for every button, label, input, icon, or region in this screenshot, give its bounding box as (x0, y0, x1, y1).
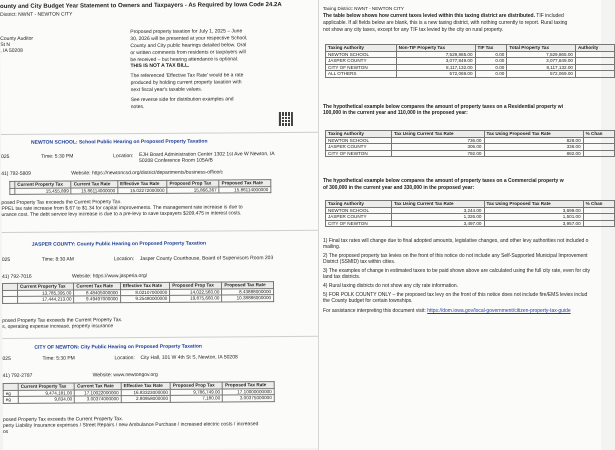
table-row: 17,444,213.00 9.49497000000 9.25480000000 19,875,660.00 10.38886000000 (3, 295, 274, 303)
county-website[interactable]: Website: https://www.jasperia.org/ (71, 272, 148, 280)
auditor-address-2: St N (0, 41, 11, 48)
school-date: 025 (1, 153, 10, 160)
reverse-note-2: notes. (130, 103, 145, 111)
distribution-intro-tail: TIF included (535, 13, 564, 19)
city-time: Time: 5:30 PM (42, 355, 75, 362)
school-exp-1: posed Property Tax exceeds the Current Property Tax. (1, 199, 122, 206)
table-row: ALL OTHERS 572,069.00 0.00 572,069.00 (326, 71, 615, 78)
table-row: CITY OF NEWTON 8,117,132.00 0.00 8,117,132.00 (326, 64, 615, 71)
notice-line-1: Proposed property taxation for July 1, 2025 – June (130, 28, 243, 36)
note-2a: 2) The proposed property tax levies on the front of this notice do not include any Self-Supported Municipal Improvement (323, 253, 588, 259)
note-5a: 5) FOR POLK COUNTY ONLY – the proposed tax levy on the front of this notice does not include fire/EMS levies includ (323, 292, 588, 298)
school-col-1: Current Property Tax (15, 181, 71, 188)
table-row: NEWTON SCHOOL 3,244.00 3,699.00 (326, 207, 615, 214)
table-row: eg 9,834.00 3.00374000000 2.80958000000 7,180.00 3.00375000000 (3, 395, 274, 403)
district-line: District: NWNT - NEWTON CITY (0, 11, 73, 18)
table-row: 13,785,395.00 8.48405000000 8.02107000000 14,022,560.00 8.43888000000 (3, 288, 274, 296)
note-1b: mailing. (323, 244, 341, 250)
note-4: 4) Rural taxing districts do not show any city rate information. (323, 283, 459, 289)
school-time: Time: 5:30 PM (41, 153, 74, 160)
school-col-4: Proposed Prop Tax (167, 180, 219, 187)
table-row: CITY OF NEWTON 792.00 882.00 (326, 150, 615, 157)
county-exp-1: posed Property Tax exceeds the Current Property Tax. (2, 317, 123, 324)
school-hearing-title: NEWTON SCHOOL: School Public Hearing on Proposed Property Taxation (30, 138, 208, 146)
county-tax-table: Current Property Tax Current Tax Rate Effective Tax Rate Proposed Prop Tax Proposed Tax Rate 13,785,395.00 8.48405000000 8.02107000000 14,022,560.00 8.43888000000 17,444,213.00 9.49497000000 9.25480000000 19,875,660.00 10.38886000000 (2, 281, 274, 303)
city-location-1: City Hall, 101 W 4th St S, Newton, IA 50208 (140, 354, 238, 362)
county-hearing-title: JASPER COUNTY: County Public Hearing on Proposed Property Taxation (31, 240, 207, 248)
note-5b: the County budget for certain townships. (323, 298, 413, 304)
commercial-table: Taxing Authority Tax Using Current Tax Rate Tax Using Proposed Tax Rate % Chan NEWTON SCHOOL 3,244.00 3,699.00 JASPER COUNTY 1,326.00 1,501.00 CITY OF NEWTON 3,497.00 3,957.00 (325, 200, 615, 227)
school-location-label: Location: (113, 153, 134, 160)
school-exp-3: urance cost. The debt service levy increase is due to a pre-levy to save taxpayers $209,475 in interest costs. (1, 210, 242, 218)
notice-line-2: 30, 2026 will be presented at your respective School, (130, 35, 248, 43)
city-tax-table: Current Property Tax Current Tax Rate Effective Tax Rate Proposed Prop Tax Proposed Tax Rate eg 9,474,181.00 17.10022000000 16.83323000000 9,786,749.00 17.10000000000 eg 9,834.00 3.00374000000 2.80958000000 7,180.00 3.00375000000 (3, 381, 275, 403)
table-row: JASPER COUNTY 3,077,849.00 0.00 3,077,849.00 (326, 58, 615, 65)
residential-table: Taxing Authority Tax Using Current Tax Rate Tax Using Proposed Tax Rate % Chan NEWTON SCHOOL 736.00 828.00 JASPER COUNTY 306.00 336.00 CITY OF NEWTON 792.00 882.00 (325, 130, 615, 157)
school-col-5: Proposed Tax Rate (219, 180, 271, 187)
effective-note-3: next fiscal year's taxable values. (130, 86, 203, 94)
city-exp-3: os (2, 428, 9, 435)
note-2b: District (SSMID) tax within cities. (323, 259, 396, 265)
note-3b: land tax districts. (323, 274, 361, 280)
note-1a: 1) Final tax rates will change due to final adopted amounts, legislative changes, and other levy authorities not included o (323, 238, 589, 244)
school-location-1: EJH Board Administration Center 1302 1st Ave W Newton, IA (139, 151, 275, 159)
county-date: 025 (1, 256, 11, 263)
city-hearing-title: CITY OF NEWTON: City Public Hearing on Proposed Property Taxation (34, 343, 202, 351)
city-date: 025 (2, 355, 11, 362)
residential-title-2: 100,000 in the current year and 110,000 in the proposed year: (323, 110, 468, 116)
commercial-title-2: of 300,000 in the current year and 330,000 in the proposed year: (323, 185, 475, 191)
taxing-district: Taxing District: NWNT - NEWTON CITY (323, 6, 404, 11)
table-row: NEWTON SCHOOL 736.00 828.00 (326, 137, 615, 144)
auditor-address-3: , IA 50208 (0, 47, 23, 54)
right-page (318, 0, 601, 450)
city-phone: 41) 792-2787 (2, 372, 33, 379)
school-col-2: Current Tax Rate (71, 181, 118, 188)
school-tax-table (9, 179, 271, 195)
distribution-intro-2: applicable. If all fields below are blank, this is a new taxing district, with nothing currently to report. Rural taxing (323, 20, 568, 26)
city-exp-1: posed Property Tax exceeds the Current Property Tax. (2, 416, 124, 423)
table-row: 15,455,899 15.86114000000 15.02272000000 15,866,367 15.86114000000 (10, 186, 271, 194)
table-row: JASPER COUNTY 1,326.00 1,501.00 (326, 214, 615, 221)
county-exp-2: s, operating expense increase, property insurance (2, 323, 114, 330)
note-3a: 3) The examples of change in estimated taxes to be paid shown above are calculated using the full city rate, even for city (323, 268, 591, 274)
county-time: Time: 8:30 AM (41, 256, 74, 263)
county-phone: 41) 792-7016 (1, 273, 32, 280)
school-exp-2: PPEL tax rate increase from $.67 to $1.34 for capital improvements. The management rate increase is due to (1, 204, 243, 212)
school-phone: 41) 792-5809 (1, 170, 31, 177)
distribution-intro-3: not show any city taxes, except for any TIF tax levied by the city on rural property. (323, 27, 504, 33)
notice-line-5: be received – but hearing attendance is optional. (130, 56, 239, 64)
distribution-table: Taxing Authority Non-TIF Property Tax TIF Tax Total Property Tax Authority NEWTON SCHOOL 7,529,865.00 0.00 7,529,865.00 JASPER COUNTY 3,077,849.00 0.00 3,077,849.00 CITY OF NEWTON 8,117,132.00 0.00 8,117,132.00 ALL OTHERS 572,069.00 0.00 572,069.00 (325, 44, 615, 78)
notice-line-4: or written comments from residents or taxpayers will (130, 49, 246, 57)
city-location-label: Location: (114, 355, 135, 362)
table-row: JASPER COUNTY 306.00 336.00 (326, 144, 615, 151)
commercial-title-1: The hypothetical example below compares the amount of property taxes on a Commercial property w (323, 178, 564, 184)
statement-title: ounty and City Budget Year Statement to Owners and Taxpayers - As Required by Iowa Code 24.2A (0, 2, 282, 10)
city-website[interactable]: Website: www.newtongov.org (92, 371, 158, 379)
reverse-note-1: See reverse side for distribution examples and (130, 96, 234, 104)
school-col-3: Effective Tax Rate (118, 180, 167, 187)
distribution-intro: The table below shows how current taxes levied within this taxing district are distributed. (323, 13, 535, 19)
city-exp-2: perty Liability Insurance expenses / Street Repairs / new Ambulance Purchase / increased electric costs / increased (2, 421, 259, 429)
effective-note-1: The referenced 'Effective Tax Rate' would be a rate (130, 72, 244, 80)
school-location-2: 50208 Conference Room 105A/B (139, 157, 213, 165)
table-row: CITY OF NEWTON 3,497.00 3,957.00 (326, 220, 615, 227)
county-location-label: Location: (113, 256, 135, 263)
notice-line-3: County and City public hearings detailed below. Oral (130, 42, 247, 50)
not-tax-bill: THIS IS NOT A TAX BILL. (130, 62, 190, 70)
effective-note-2: produced by holding current property taxation with (130, 79, 242, 87)
qr-code-icon (279, 112, 293, 126)
county-location-1: Jasper County Courthouse, Board of Supervisors Room 203 (139, 255, 274, 263)
assistance-link[interactable]: https://dom.iowa.gov/local-government/citizen-property-tax-guide (427, 308, 571, 314)
table-row: eg 9,474,181.00 17.10022000000 16.83323000000 9,786,749.00 17.10000000000 (3, 388, 274, 396)
auditor-address-1: County Auditor (0, 35, 34, 42)
table-row: NEWTON SCHOOL 7,529,865.00 0.00 7,529,865.00 (326, 51, 615, 58)
school-website[interactable]: Website: https://newtoncsd.org/district/departments/business-office/c (71, 169, 224, 177)
residential-title-1: The hypothetical example below compares the amount of property taxes on a Residential property wi (323, 104, 564, 110)
assistance-label: For assistance interpreting this document visit: (323, 308, 426, 314)
